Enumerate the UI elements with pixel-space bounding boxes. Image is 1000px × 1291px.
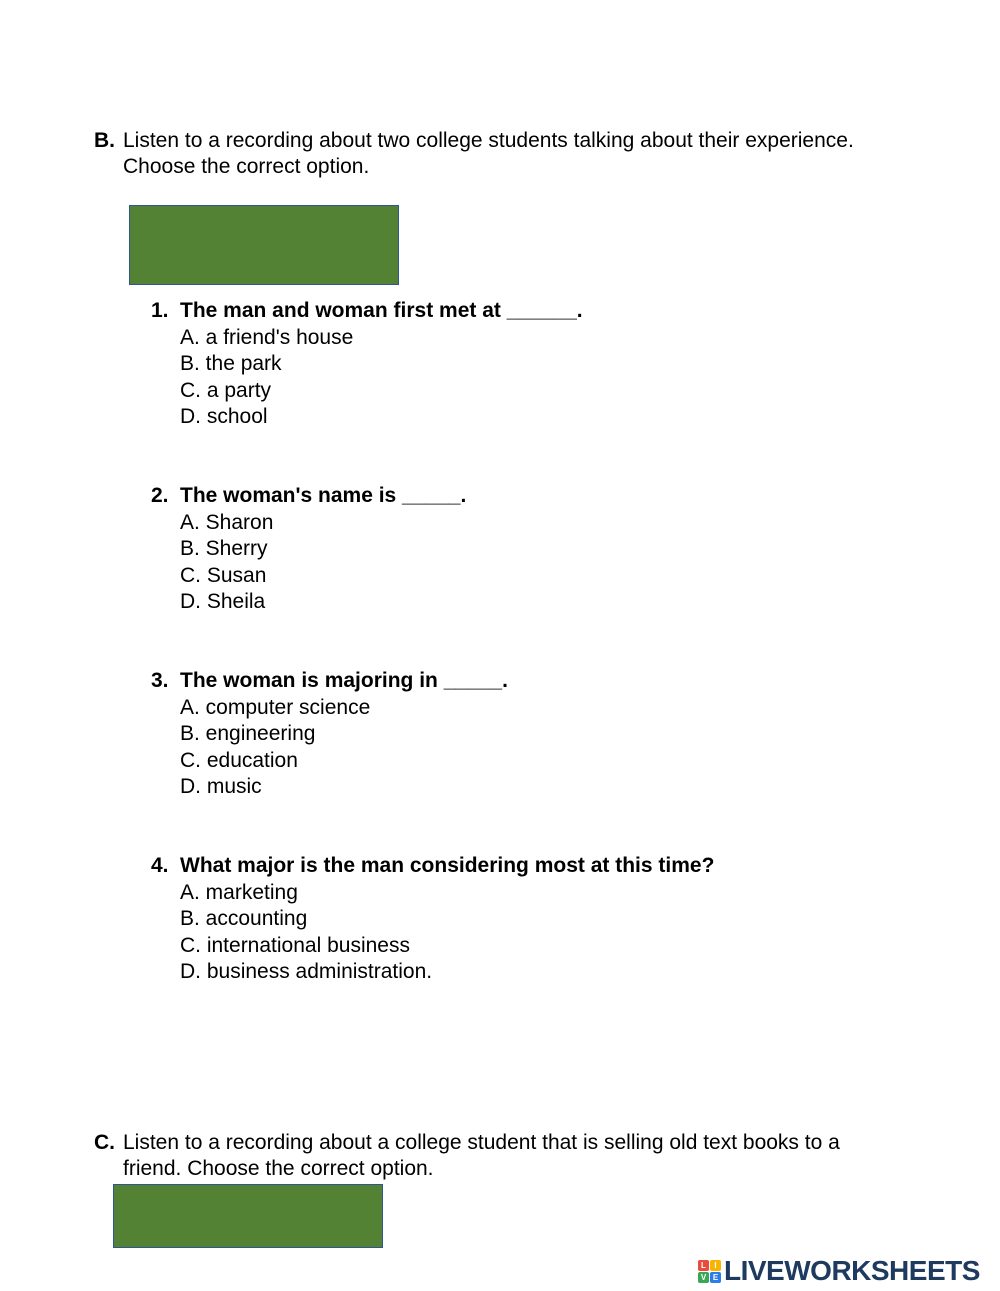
- question-stem: The woman's name is _____.: [180, 484, 467, 507]
- audio-player-b[interactable]: [129, 205, 399, 285]
- option-a[interactable]: A. a friend's house: [180, 325, 354, 349]
- logo-mark-icon: [698, 1260, 721, 1283]
- option-a[interactable]: A. Sharon: [180, 510, 274, 534]
- logo-mark-e: E: [710, 1272, 721, 1283]
- question-3: [151, 668, 911, 801]
- question-stem: What major is the man considering most at this time?: [180, 854, 715, 877]
- section-b-instructions: [94, 128, 934, 180]
- option-b[interactable]: B. accounting: [180, 907, 308, 930]
- option-b[interactable]: B. engineering: [180, 722, 316, 745]
- logo-mark-v: V: [698, 1272, 709, 1283]
- question-number: 4.: [151, 854, 169, 877]
- question-number: 3.: [151, 669, 169, 692]
- question-number: 2.: [151, 484, 169, 507]
- section-c-instruction-line2: friend. Choose the correct option.: [123, 1157, 434, 1180]
- option-c[interactable]: C. a party: [180, 378, 272, 402]
- section-b-label: B.: [94, 129, 115, 152]
- option-a[interactable]: A. computer science: [180, 695, 371, 719]
- section-c-instructions: [94, 1130, 934, 1182]
- option-d[interactable]: D. business administration.: [180, 960, 433, 983]
- liveworksheets-logo: [698, 1255, 980, 1287]
- question-stem: The woman is majoring in _____.: [180, 669, 508, 692]
- option-d[interactable]: D. school: [180, 405, 268, 428]
- question-1: [151, 298, 911, 431]
- option-a[interactable]: A. marketing: [180, 880, 298, 904]
- logo-text: LIVEWORKSHEETS: [724, 1255, 980, 1286]
- audio-player-c[interactable]: [113, 1184, 383, 1248]
- option-c[interactable]: C. Susan: [180, 563, 267, 587]
- question-stem: The man and woman first met at ______.: [180, 299, 583, 322]
- logo-mark-i: I: [710, 1260, 721, 1271]
- section-b-instruction-line2: Choose the correct option.: [123, 155, 370, 178]
- option-b[interactable]: B. Sherry: [180, 537, 268, 560]
- option-d[interactable]: D. Sheila: [180, 590, 266, 613]
- question-4: [151, 853, 911, 986]
- question-2: [151, 483, 911, 616]
- option-c[interactable]: C. international business: [180, 933, 410, 957]
- option-c[interactable]: C. education: [180, 748, 298, 772]
- section-b-instruction-line1: Listen to a recording about two college students talking about their experience.: [123, 129, 854, 152]
- logo-mark-l: L: [698, 1260, 709, 1271]
- option-d[interactable]: D. music: [180, 775, 262, 798]
- section-c-instruction-line1: Listen to a recording about a college student that is selling old text books to a: [123, 1131, 840, 1154]
- section-c-label: C.: [94, 1131, 115, 1154]
- question-number: 1.: [151, 299, 169, 322]
- option-b[interactable]: B. the park: [180, 352, 282, 375]
